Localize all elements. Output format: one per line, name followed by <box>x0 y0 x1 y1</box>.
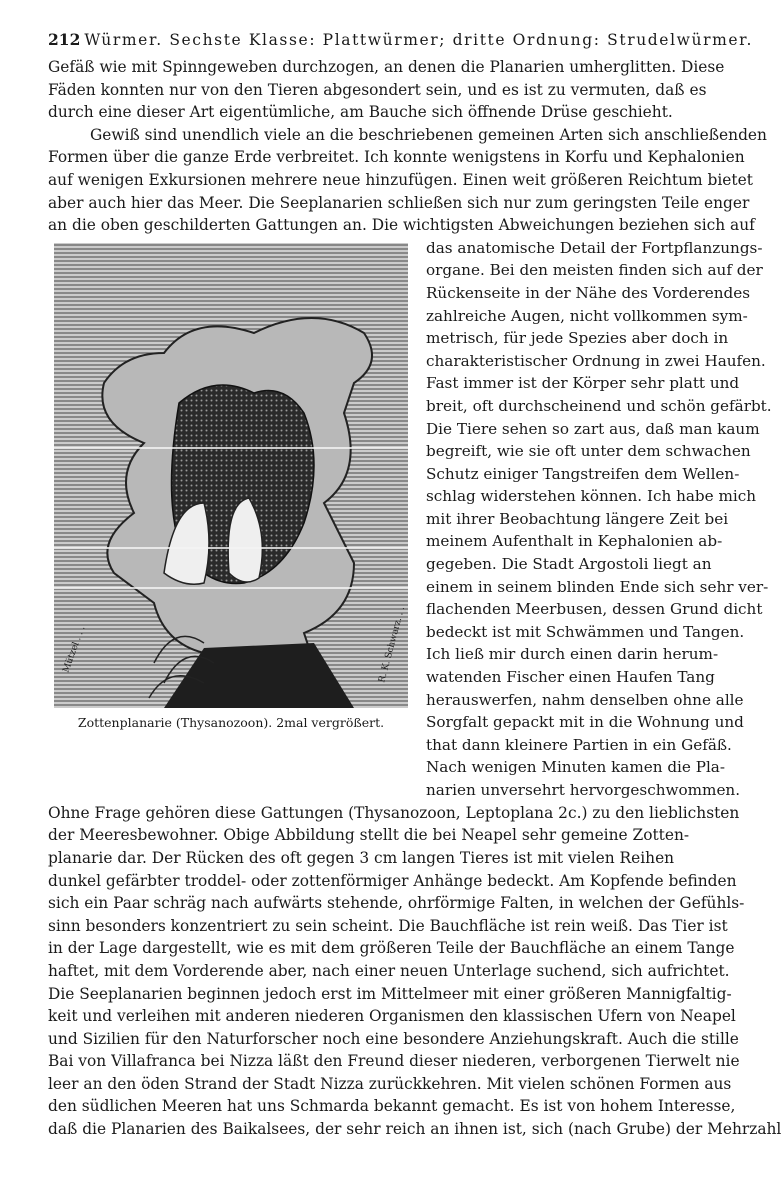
text-line: in der Lage dargestellt, wie es mit dem größeren Teile der Bauchfläche an einem Tange <box>48 939 735 958</box>
text-line: herauswerfen, nahm denselben ohne alle <box>426 690 744 709</box>
text-line: das anatomische Detail der Fortpflanzungs- <box>426 238 763 257</box>
text-line: Fäden konnten nur von den Tieren abgesondert sein, und es ist zu vermuten, daß es <box>48 80 707 99</box>
text-line: sich ein Paar schräg nach aufwärts stehende, ohrförmige Falten, in welchen der Gefühls- <box>48 894 745 913</box>
text-line: mit ihrer Beobachtung längere Zeit bei <box>426 509 729 528</box>
signature-right: R. K. Schwarz. . . <box>377 605 408 684</box>
text-line: schlag widerstehen können. Ich habe mich <box>426 487 757 506</box>
text-line: aber auch hier das Meer. Die Seeplanarien schließen sich nur zum geringsten Teile enger <box>48 193 750 212</box>
text-line: Gefäß wie mit Spinngeweben durchzogen, an denen die Planarien umherglitten. Diese <box>48 58 725 76</box>
figure-section <box>48 237 772 802</box>
text-line: auf wenigen Exkursionen mehrere neue hinzufügen. Einen weit größeren Reichtum bietet <box>48 170 753 189</box>
page-header <box>48 30 753 56</box>
text-line: daß die Planarien des Baikalsees, der sehr reich an ihnen ist, sich (nach Grube) der Mehrzahl <box>48 1120 781 1139</box>
text-line: Die Seeplanarien beginnen jedoch erst im Mittelmeer mit einer größeren Mannigfaltig- <box>48 984 732 1003</box>
text-line: begreift, wie sie oft unter dem schwachen <box>426 442 751 461</box>
text-line: durch eine dieser Art eigentümliche, am Bauche sich öffnende Drüse geschieht. <box>48 103 673 122</box>
text-line: Die Tiere sehen so zart aus, daß man kaum <box>426 419 760 438</box>
book-page <box>48 30 781 1141</box>
text-line: einem in seinem blinden Ende sich sehr ver- <box>426 577 769 596</box>
top-paragraphs <box>48 56 767 237</box>
text-line: den südlichen Meeren hat uns Schmarda bekannt gemacht. Es ist von hohem Interesse, <box>48 1097 736 1116</box>
text-line: bedeckt ist mit Schwämmen und Tangen. <box>426 622 745 641</box>
text-line: Formen über die ganze Erde verbreitet. Ich konnte wenigstens in Korfu und Kephalonien <box>48 148 745 167</box>
text-line: watenden Fischer einen Haufen Tang <box>426 668 715 687</box>
text-line: keit und verleihen mit anderen niederen Organismen den klassischen Ufern von Neapel <box>48 1007 736 1026</box>
text-line: organe. Bei den meisten finden sich auf der <box>426 261 763 280</box>
text-line: flachenden Meerbusen, dessen Grund dicht <box>426 600 763 619</box>
text-line: gegeben. Die Stadt Argostoli liegt an <box>426 555 712 574</box>
text-line: und Sizilien für den Naturforscher noch eine besondere Anziehungskraft. Auch die stille <box>48 1029 739 1048</box>
figure-caption: Zottenplanarie (Thysanozoon). 2mal vergrößert. <box>77 714 385 730</box>
text-line: metrisch, für jede Spezies aber doch in <box>426 329 729 348</box>
text-line: breit, oft durchscheinend und schön gefärbt. <box>426 396 772 415</box>
text-line: Ohne Frage gehören diese Gattungen (Thysanozoon, Leptoplana 2c.) zu den lieblichsten <box>48 803 740 822</box>
text-line: that dann kleinere Partien in ein Gefäß. <box>426 735 732 754</box>
text-line: Rückenseite in der Nähe des Vorderendes <box>426 283 751 302</box>
text-line: meinem Aufenthalt in Kephalonien ab- <box>426 532 723 551</box>
text-line: zahlreiche Augen, nicht vollkommen sym- <box>426 306 748 325</box>
text-line: haftet, mit dem Vorderende aber, nach einer neuen Unterlage suchend, sich aufrichtet. <box>48 961 730 980</box>
text-line: Gewiß sind unendlich viele an die beschriebenen gemeinen Arten sich anschließenden <box>90 125 767 144</box>
text-line: planarie dar. Der Rücken des oft gegen 3 cm langen Tieres ist mit vielen Reihen <box>48 848 675 867</box>
figure <box>54 243 408 730</box>
text-line: narien unversehrt hervorgeschwommen. <box>426 781 741 799</box>
text-line: dunkel gefärbter troddel- oder zottenförmiger Anhänge bedeckt. Am Kopfende befinden <box>48 871 737 890</box>
page-number: 212 <box>48 30 81 49</box>
bottom-paragraph <box>48 802 781 1141</box>
text-line: Schutz einiger Tangstreifen dem Wellen- <box>426 464 740 483</box>
running-title: Würmer. Sechste Klasse: Plattwürmer; dritte Ordnung: Strudelwürmer. <box>84 31 753 49</box>
text-line: Bai von Villafranca bei Nizza läßt den Freund dieser niederen, verborgenen Tierwelt nie <box>48 1052 740 1071</box>
text-line: sinn besonders konzentriert zu sein scheint. Die Bauchfläche ist rein weiß. Das Tier ist <box>48 916 728 935</box>
text-line: charakteristischer Ordnung in zwei Haufen. <box>426 351 766 370</box>
right-column-text <box>426 237 772 802</box>
text-line: der Meeresbewohner. Obige Abbildung stellt die bei Neapel sehr gemeine Zotten- <box>48 826 690 845</box>
signature-left: Mützel . . . <box>61 624 88 674</box>
text-line: Nach wenigen Minuten kamen die Pla- <box>426 758 725 777</box>
text-line: an die oben geschilderten Gattungen an. Die wichtigsten Abweichungen beziehen sich auf <box>48 216 755 235</box>
text-line: Sorgfalt gepackt mit in die Wohnung und <box>426 713 744 732</box>
text-line: Fast immer ist der Körper sehr platt und <box>426 374 740 393</box>
flatworm-engraving <box>54 243 408 708</box>
text-line: leer an den öden Strand der Stadt Nizza zurückkehren. Mit vielen schönen Formen aus <box>48 1074 732 1093</box>
text-line: Ich ließ mir durch einen darin herum- <box>426 645 719 664</box>
